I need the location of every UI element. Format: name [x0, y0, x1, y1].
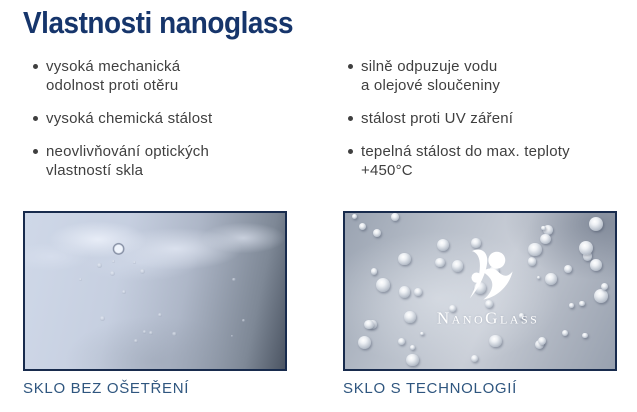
water-speck	[134, 339, 138, 343]
list-item-line: tepelná stálost do max. teploty	[361, 143, 570, 160]
water-droplet	[373, 229, 381, 237]
water-speck	[110, 271, 115, 276]
list-item-text	[46, 109, 212, 128]
water-droplet	[594, 289, 608, 303]
water-droplet	[398, 338, 405, 345]
water-droplet	[359, 223, 366, 230]
water-droplet	[540, 234, 551, 245]
water-droplet	[404, 311, 416, 323]
water-droplet	[471, 355, 478, 362]
treated-glass-photo	[343, 211, 617, 371]
water-speck	[122, 290, 126, 294]
water-droplet	[352, 214, 357, 219]
water-speck	[242, 319, 245, 322]
water-droplet	[376, 278, 390, 292]
nanoglass-swirl-icon	[445, 246, 531, 308]
list-item-line: vlastností skla	[46, 162, 144, 179]
water-droplet	[399, 286, 410, 297]
water-speck	[143, 330, 146, 333]
water-droplet	[420, 332, 424, 336]
untreated-glass-photo	[23, 211, 287, 371]
list-item-line: a olejové sloučeniny	[361, 77, 501, 94]
water-speck	[158, 313, 162, 317]
bullet-icon	[33, 116, 38, 121]
list-item	[33, 109, 333, 128]
list-item-text	[46, 142, 209, 180]
water-droplet	[364, 320, 373, 329]
bullet-icon	[33, 149, 38, 154]
list-item-text	[361, 57, 500, 95]
water-droplet	[410, 345, 415, 350]
water-speck	[133, 261, 136, 264]
water-droplet	[398, 253, 411, 266]
bullet-icon	[348, 149, 353, 154]
water-droplet	[569, 303, 574, 308]
feature-list-left	[33, 57, 333, 194]
list-item-line: odolnost proti otěru	[46, 77, 179, 94]
list-item-text	[46, 57, 180, 95]
list-item-text	[361, 142, 570, 180]
water-speck	[112, 260, 114, 262]
water-droplet	[589, 217, 603, 231]
list-item-line: vysoká chemická stálost	[46, 110, 213, 127]
list-item	[348, 57, 637, 95]
water-speck	[149, 331, 152, 334]
list-item-line: stálost proti UV záření	[361, 110, 514, 127]
list-item-line: silně odpuzuje vodu	[361, 58, 498, 75]
water-droplet	[414, 288, 422, 296]
list-item	[33, 142, 333, 180]
bullet-icon	[33, 64, 38, 69]
water-speck	[97, 263, 102, 268]
water-droplet	[406, 354, 419, 367]
list-item-line: vysoká mechanická	[46, 58, 181, 75]
water-droplet	[489, 335, 501, 347]
water-droplet	[590, 259, 602, 271]
list-item	[33, 57, 333, 95]
water-droplet	[579, 301, 585, 307]
water-droplet	[538, 337, 546, 345]
water-speck	[232, 278, 236, 282]
water-speck	[100, 316, 105, 321]
bullet-icon	[348, 64, 353, 69]
water-droplet	[371, 268, 378, 275]
water-droplet	[358, 336, 371, 349]
list-item-line: +450°C	[361, 162, 413, 179]
water-droplet	[564, 265, 572, 273]
water-speck	[172, 332, 177, 337]
list-item	[348, 142, 637, 180]
list-item	[348, 109, 637, 128]
water-speck	[140, 269, 145, 274]
feature-list-right	[348, 57, 637, 194]
water-droplet	[391, 213, 399, 221]
nanoglass-logo-text: NanoGlass	[436, 308, 540, 328]
list-item-text	[361, 109, 513, 128]
water-droplet	[579, 241, 593, 255]
list-item-line: neovlivňování optických	[46, 143, 210, 160]
water-droplet	[601, 283, 608, 290]
water-speck	[231, 335, 234, 338]
water-droplet	[562, 330, 568, 336]
water-droplet	[541, 226, 546, 231]
caption-untreated: SKLO BEZ OŠETŘENÍ	[23, 380, 190, 397]
bullet-icon	[348, 116, 353, 121]
nanoglass-logo	[437, 246, 539, 327]
water-speck	[79, 278, 82, 281]
page-title: Vlastnosti nanoglass	[23, 5, 294, 40]
water-droplet	[545, 273, 557, 285]
water-droplet	[582, 333, 588, 339]
caption-treated: SKLO S TECHNOLOGIÍ	[343, 380, 518, 397]
